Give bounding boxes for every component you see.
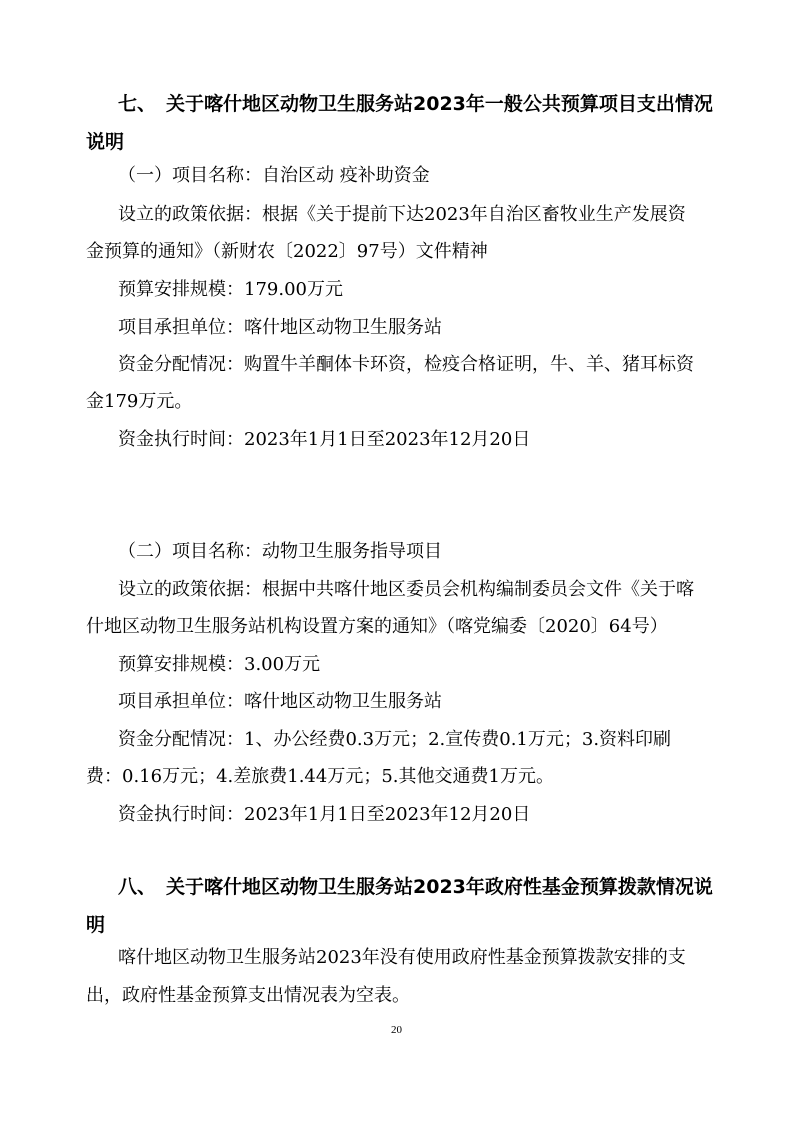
section-7-title-line1: 关于喀什地区动物卫生服务站2023年一般公共预算项目支出情况	[166, 93, 713, 115]
project2-period: 资金执行时间：2023年1月1日至2023年12月20日	[118, 804, 531, 825]
project1-period: 资金执行时间：2023年1月1日至2023年12月20日	[118, 429, 531, 450]
project2-scale: 预算安排规模：3.00万元	[118, 654, 321, 675]
project1-scale: 预算安排规模：179.00万元	[118, 279, 343, 300]
section-8-body-line1: 喀什地区动物卫生服务站2023年没有使用政府性基金预算拨款安排的支	[118, 947, 686, 968]
section-8-heading	[86, 868, 716, 944]
section-8-number: 八、	[118, 876, 157, 898]
project1-basis-line1: 设立的政策依据：根据《关于提前下达2023年自治区畜牧业生产发展资	[118, 204, 686, 225]
section-7-heading	[86, 85, 716, 161]
project2-basis-line1: 设立的政策依据：根据中共喀什地区委员会机构编制委员会文件《关于喀	[118, 579, 694, 600]
project2-unit: 项目承担单位：喀什地区动物卫生服务站	[118, 691, 442, 712]
project1-alloc-line2: 金179万元。	[86, 391, 193, 412]
project1-name: （一）项目名称：自治区动 疫补助资金	[118, 165, 430, 186]
section-8-title-line1: 关于喀什地区动物卫生服务站2023年政府性基金预算拨款情况说	[166, 876, 713, 898]
section-8-title-line2: 明	[86, 914, 106, 936]
project1-alloc-line1: 资金分配情况：购置牛羊酮体卡环资，检疫合格证明，牛、羊、猪耳标资	[118, 354, 694, 375]
project2-alloc-line1: 资金分配情况：1、办公经费0.3万元；2.宣传费0.1万元；3.资料印刷	[118, 729, 672, 750]
project2-basis-line2: 什地区动物卫生服务站机构设置方案的通知》（喀党编委〔2020〕64号）	[86, 616, 668, 637]
project1-basis-line2: 金预算的通知》（新财农〔2022〕97号）文件精神	[86, 241, 488, 262]
page-number: 20	[391, 1024, 402, 1036]
project2-name: （二）项目名称：动物卫生服务指导项目	[118, 541, 442, 562]
section-8-body-line2: 出，政府性基金预算支出情况表为空表。	[86, 985, 410, 1006]
section-7-title-line2: 说明	[86, 131, 125, 153]
project1-unit: 项目承担单位：喀什地区动物卫生服务站	[118, 317, 442, 338]
project2-alloc-line2: 费：0.16万元；4.差旅费1.44万元；5.其他交通费1万元。	[86, 766, 554, 787]
section-7-number: 七、	[118, 93, 157, 115]
